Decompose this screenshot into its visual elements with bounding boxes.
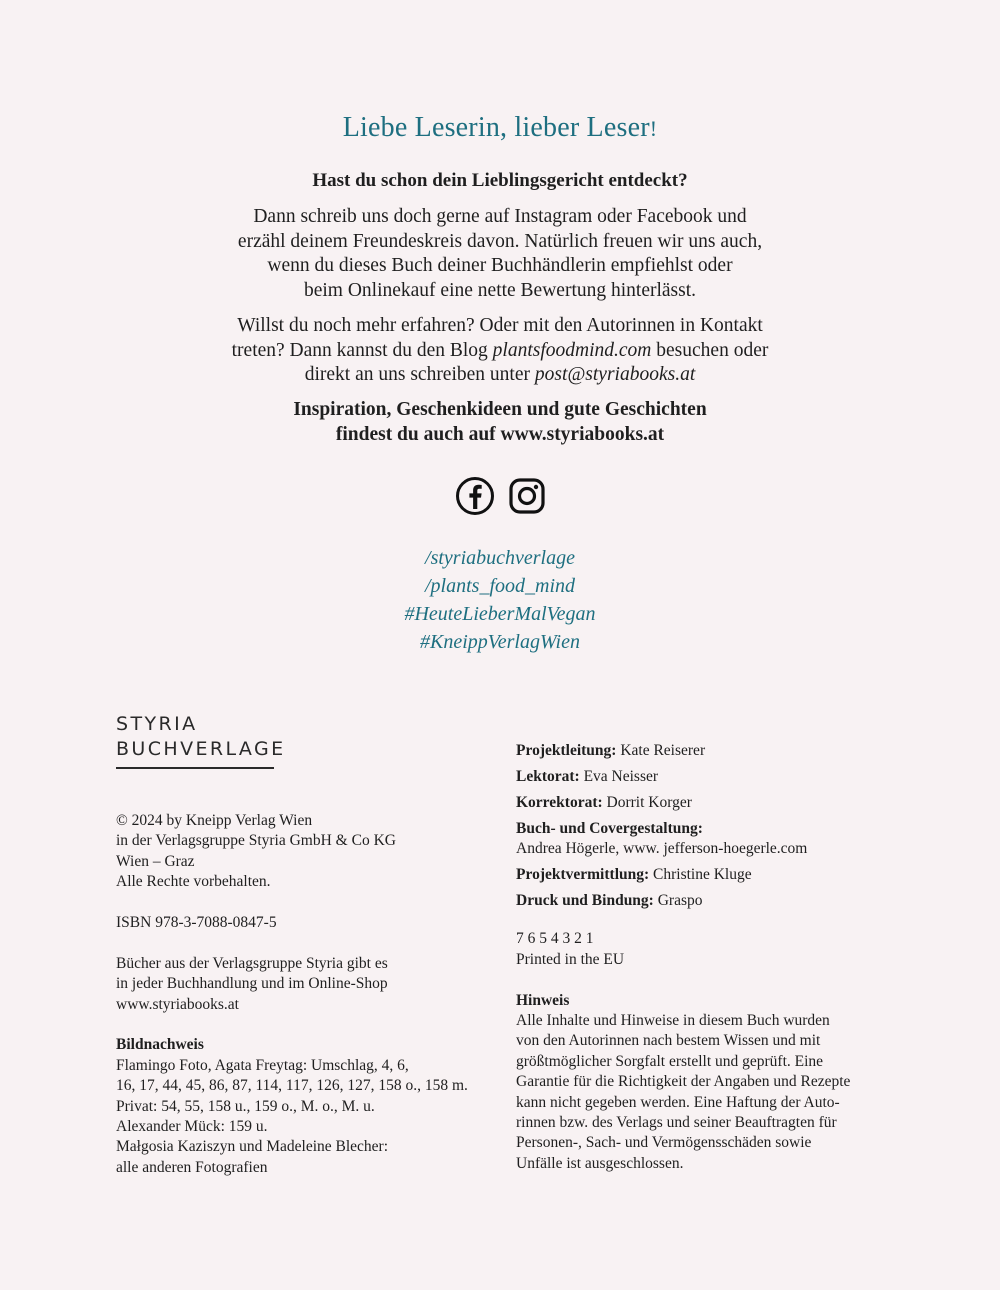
copyright-block [116, 811, 476, 893]
print-number: 7 6 5 4 3 2 1 [516, 930, 594, 948]
credit-value: Eva Neisser [579, 767, 659, 785]
notice-block [516, 991, 896, 1175]
credit-label: Buch- und Covergestaltung: [516, 819, 703, 837]
credit-design [516, 819, 896, 860]
text-line: kann nicht gegeben werden. Eine Haftung der Auto- [516, 1093, 840, 1111]
text-line: Bücher aus der Verlagsgruppe Styria gibt es [116, 954, 388, 972]
credit-mediation [516, 865, 896, 885]
image-credits-title [116, 1035, 476, 1055]
text-fragment: treten? Dann kannst du den Blog [231, 339, 493, 361]
text-line [0, 339, 1000, 364]
hashtag-heute-lieber-mal-vegan[interactable]: #HeuteLieberMalVegan [404, 603, 596, 625]
subheading: Hast du schon dein Lieblingsgericht entdeckt? [312, 170, 688, 191]
text-line: Unfälle ist ausgeschlossen. [516, 1154, 684, 1172]
credit-label: Druck und Bindung: [516, 891, 654, 909]
hashtag-kneipp-verlag-wien[interactable]: #KneippVerlagWien [420, 631, 580, 653]
text-line: Personen-, Sach- und Vermögensschäden sowie [516, 1134, 812, 1152]
page-title-mark: ! [649, 116, 658, 141]
social-icons [455, 476, 545, 516]
website-paragraph [0, 398, 1000, 447]
credit-label: Lektorat: [516, 767, 580, 785]
credit-value: Andrea Högerle, www. jefferson-hoegerle.com [516, 840, 808, 858]
logo-underline [116, 767, 274, 769]
text-line: Alle Rechte vorbehalten. [116, 873, 271, 891]
credit-value: Kate Reiserer [616, 742, 706, 759]
text-line: Privat: 54, 55, 158 u., 159 o., M. o., M. u. [116, 1097, 375, 1115]
text-line: findest du auch auf www.styriabooks.at [335, 423, 665, 445]
text-line: 16, 17, 44, 45, 86, 87, 114, 117, 126, 127, 158 o., 158 m. [116, 1077, 468, 1095]
instagram-icon[interactable] [507, 476, 547, 516]
credit-label: Projektvermittlung: [516, 866, 650, 884]
page-title [0, 112, 1000, 144]
text-fragment: besuchen oder [651, 339, 769, 361]
credit-label: Korrektorat: [516, 793, 603, 811]
credit-project-lead [516, 741, 896, 761]
text-line: beim Onlinekauf eine nette Bewertung hinterlässt. [303, 279, 697, 301]
print-info-block [516, 929, 896, 970]
text-line: größtmöglicher Sorgfalt erstellt und geprüft. Eine [516, 1052, 824, 1070]
text-line: erzähl deinem Freundeskreis davon. Natürlich freuen wir uns auch, [237, 230, 763, 252]
shops-block [116, 954, 476, 1015]
text-line: Alle Inhalte und Hinweise in diesem Buch wurden [516, 1011, 830, 1029]
notice-title [516, 991, 896, 1011]
text-line: rinnen bzw. des Verlags und seiner Beauftragten für [516, 1113, 837, 1131]
imprint-right-column [516, 741, 896, 1174]
contact-paragraph [0, 314, 1000, 388]
isbn: ISBN 978-3-7088-0847-5 [116, 914, 277, 932]
text-line: in der Verlagsgruppe Styria GmbH & Co KG [116, 832, 396, 850]
text-line: alle anderen Fotografien [116, 1158, 268, 1176]
imprint-left-column [116, 811, 476, 1178]
section-title: Hinweis [516, 991, 570, 1009]
image-credits-block [116, 1035, 476, 1178]
publisher-logo [116, 712, 286, 762]
credit-editing [516, 767, 896, 787]
section-title: Bildnachweis [116, 1036, 204, 1054]
printed-in: Printed in the EU [516, 950, 625, 968]
page-title-text: Liebe Leserin, lieber Leser [342, 112, 650, 143]
credit-label: Projektleitung: [516, 742, 617, 759]
hashtag-list [0, 544, 1000, 656]
text-line: Inspiration, Geschenkideen und gute Geschichten [293, 399, 707, 420]
text-line: Flamingo Foto, Agata Freytag: Umschlag, 4, 6, [116, 1056, 409, 1074]
text-line: www.styriabooks.at [116, 995, 239, 1013]
email-link[interactable]: post@styriabooks.at [534, 364, 696, 385]
credit-proofreading [516, 793, 896, 813]
text-line: © 2024 by Kneipp Verlag Wien [116, 812, 313, 829]
text-line: Małgosia Kaziszyn und Madeleine Blecher: [116, 1138, 389, 1156]
text-line: Willst du noch mehr erfahren? Oder mit den Autorinnen in Kontakt [237, 315, 763, 336]
text-line: von den Autorinnen nach bestem Wissen und mit [516, 1032, 821, 1050]
text-line: Wien – Graz [116, 852, 195, 870]
text-line: in jeder Buchhandlung und im Online-Shop [116, 975, 388, 993]
text-line: Garantie für die Richtigkeit der Angaben und Rezepte [516, 1073, 851, 1091]
text-line [0, 363, 1000, 388]
credit-value: Christine Kluge [649, 866, 752, 884]
logo-line-2: BUCHVERLAGE [116, 738, 286, 760]
credit-value: Graspo [653, 891, 703, 909]
text-line: wenn du dieses Buch deiner Buchhändlerin empfiehlst oder [267, 255, 733, 276]
text-fragment: direkt an uns schreiben unter [304, 364, 535, 385]
hashtag-styria[interactable]: /styriabuchverlage [425, 547, 575, 569]
hashtag-plants-food-mind[interactable]: /plants_food_mind [424, 575, 575, 597]
text-line: Alexander Mück: 159 u. [116, 1118, 268, 1136]
logo-line-1: STYRIA [116, 713, 198, 735]
credit-value: Dorrit Korger [602, 793, 692, 811]
credit-printing [516, 891, 896, 911]
blog-link[interactable]: plantsfoodmind.com [492, 339, 652, 361]
intro-paragraph [0, 205, 1000, 303]
text-line: Dann schreib uns doch gerne auf Instagram oder Facebook und [253, 206, 747, 227]
facebook-icon[interactable] [455, 476, 495, 516]
